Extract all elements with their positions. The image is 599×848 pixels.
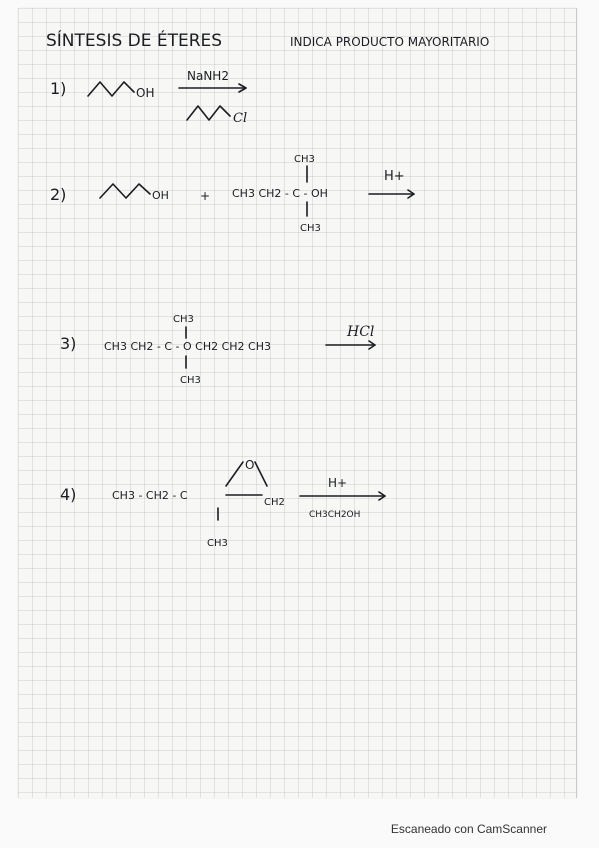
- problem-3-chain: CH3 CH2 - C - O CH2 CH2 CH3: [104, 340, 272, 353]
- problem-2-oh-label: OH: [152, 189, 169, 202]
- problem-2-alcohol-skeleton: [100, 184, 150, 198]
- problem-3: [60, 314, 375, 386]
- problem-2-top-methyl: CH3: [294, 154, 315, 165]
- problem-1-chloride-skeleton: [187, 106, 230, 120]
- scanner-watermark: [0, 822, 599, 836]
- problem-2-bottom-methyl: CH3: [300, 223, 321, 234]
- problem-1-number: 1): [50, 79, 67, 98]
- problem-1-cl-label: Cl: [233, 111, 248, 126]
- problem-4-reagent-bottom: CH3CH2OH: [309, 510, 361, 520]
- problem-2-number: 2): [50, 185, 67, 204]
- problem-1-reagent: NaNH2: [187, 69, 229, 83]
- problem-2: [50, 154, 414, 234]
- problem-4-chain: CH3 - CH2 - C: [112, 489, 188, 502]
- problem-1-alcohol-skeleton: [88, 82, 134, 96]
- watermark-text: Escaneado con CamScanner: [390, 822, 547, 836]
- problem-2-plus: +: [200, 189, 211, 203]
- problem-3-bottom-methyl: CH3: [180, 375, 201, 386]
- problem-4-reagent-top: H+: [328, 476, 348, 490]
- problem-4-epoxide-bond-right: [255, 462, 267, 486]
- problem-4-epoxide-oxygen: O: [245, 458, 255, 472]
- problem-4-bottom-methyl: CH3: [207, 538, 228, 549]
- problem-4-ch2: CH2: [264, 497, 285, 508]
- page-instruction: INDICA PRODUCTO MAYORITARIO: [290, 35, 490, 49]
- problem-2-reagent: H+: [384, 169, 405, 184]
- problem-4: [60, 458, 385, 549]
- problem-3-number: 3): [60, 334, 77, 353]
- problem-3-top-methyl: CH3: [173, 314, 194, 325]
- problem-4-epoxide-bond-left: [226, 462, 243, 486]
- problem-1: [50, 69, 247, 126]
- page-title: SÍNTESIS DE ÉTERES: [46, 31, 223, 51]
- problem-2-chain: CH3 CH2 - C - OH: [232, 187, 328, 200]
- problem-4-number: 4): [60, 485, 77, 504]
- problem-3-reagent: HCl: [347, 324, 375, 340]
- problem-1-oh-label: OH: [136, 86, 155, 100]
